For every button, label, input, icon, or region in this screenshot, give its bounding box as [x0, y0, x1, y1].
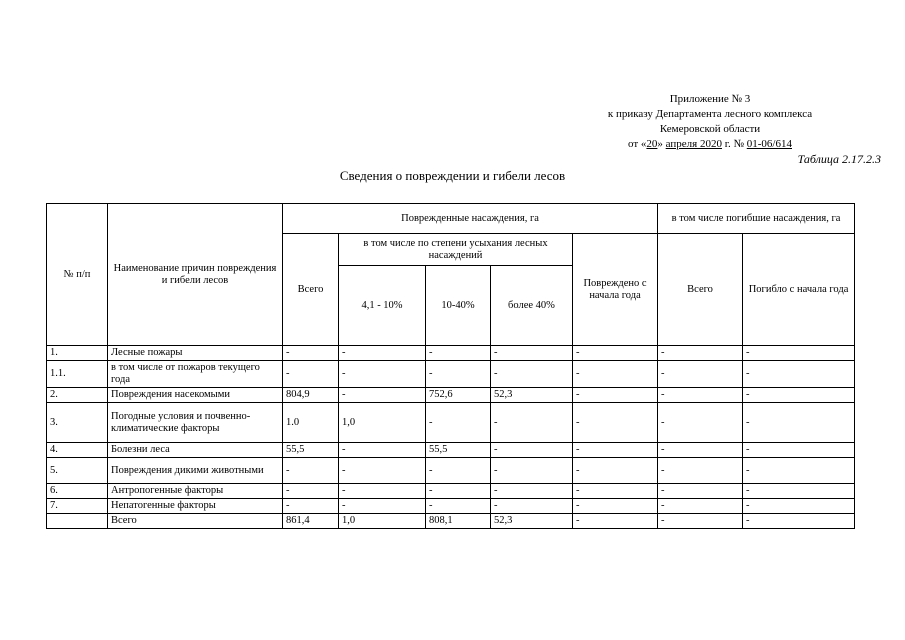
- cell-dead-since: -: [743, 388, 855, 403]
- appendix-month-year: апреля 2020: [665, 138, 722, 150]
- table-row: [47, 499, 855, 514]
- cell-d1: -: [339, 458, 426, 484]
- cell-name: Повреждения насекомыми: [108, 388, 283, 403]
- appendix-date-prefix: от «: [628, 138, 647, 150]
- cell-dead-since: -: [743, 499, 855, 514]
- cell-since: -: [573, 346, 658, 361]
- cell-d1: 1,0: [339, 403, 426, 443]
- cell-d3: -: [491, 361, 573, 388]
- cell-d1: -: [339, 361, 426, 388]
- header-since-start: Повреждено с начала года: [573, 234, 658, 346]
- header-total: Всего: [283, 234, 339, 346]
- cell-d3: 52,3: [491, 514, 573, 529]
- cell-since: -: [573, 443, 658, 458]
- table-row: [47, 514, 855, 529]
- cell-total: -: [283, 484, 339, 499]
- damage-table: [46, 203, 855, 529]
- document-title: Сведения о повреждении и гибели лесов: [339, 168, 566, 183]
- cell-total: 1.0: [283, 403, 339, 443]
- header-damaged: Поврежденные насаждения, га: [283, 204, 658, 234]
- cell-dead-since: -: [743, 443, 855, 458]
- cell-d3: -: [491, 403, 573, 443]
- cell-since: -: [573, 499, 658, 514]
- cell-dead-total: -: [658, 443, 743, 458]
- cell-total: -: [283, 458, 339, 484]
- cell-total: -: [283, 346, 339, 361]
- cell-num: [47, 514, 108, 529]
- cell-num: 5.: [47, 458, 108, 484]
- cell-total: 861,4: [283, 514, 339, 529]
- cell-name: Лесные пожары: [108, 346, 283, 361]
- cell-num: 1.1.: [47, 361, 108, 388]
- appendix-year-suffix: г. №: [721, 138, 747, 150]
- cell-dead-total: -: [658, 388, 743, 403]
- cell-d2: 808,1: [426, 514, 491, 529]
- cell-d3: -: [491, 458, 573, 484]
- cell-since: -: [573, 388, 658, 403]
- cell-since: -: [573, 514, 658, 529]
- cell-num: 7.: [47, 499, 108, 514]
- cell-d3: 52,3: [491, 388, 573, 403]
- cell-d2: 55,5: [426, 443, 491, 458]
- cell-since: -: [573, 403, 658, 443]
- cell-since: -: [573, 458, 658, 484]
- cell-d1: -: [339, 484, 426, 499]
- cell-dead-total: -: [658, 403, 743, 443]
- cell-d1: -: [339, 443, 426, 458]
- cell-d1: -: [339, 388, 426, 403]
- cell-total: -: [283, 361, 339, 388]
- cell-d3: -: [491, 443, 573, 458]
- table-row: [47, 484, 855, 499]
- cell-num: 1.: [47, 346, 108, 361]
- cell-d2: -: [426, 484, 491, 499]
- appendix-line-1: Приложение № 3: [669, 93, 751, 105]
- cell-d2: -: [426, 403, 491, 443]
- cell-dead-total: -: [658, 484, 743, 499]
- cell-dead-total: -: [658, 499, 743, 514]
- cell-num: 2.: [47, 388, 108, 403]
- table-row: [47, 346, 855, 361]
- header-dead-since: Погибло с начала года: [743, 234, 855, 346]
- cell-d2: -: [426, 499, 491, 514]
- cell-dead-since: -: [743, 403, 855, 443]
- cell-name: Всего: [108, 514, 283, 529]
- table-row: [47, 388, 855, 403]
- cell-dead-since: -: [743, 361, 855, 388]
- cell-d1: 1,0: [339, 514, 426, 529]
- cell-dead-total: -: [658, 346, 743, 361]
- cell-total: -: [283, 499, 339, 514]
- header-degree-2: 10-40%: [426, 266, 491, 346]
- header-dead: в том числе погибшие насаждения, га: [658, 204, 855, 234]
- table-row: [47, 361, 855, 388]
- table-body: [47, 346, 855, 529]
- cell-total: 804,9: [283, 388, 339, 403]
- cell-dead-total: -: [658, 514, 743, 529]
- cell-d3: -: [491, 499, 573, 514]
- cell-dead-since: -: [743, 458, 855, 484]
- cell-d2: -: [426, 458, 491, 484]
- appendix-line-3: Кемеровской области: [659, 123, 761, 135]
- cell-dead-since: -: [743, 346, 855, 361]
- cell-name: Антропогенные факторы: [108, 484, 283, 499]
- cell-since: -: [573, 484, 658, 499]
- cell-since: -: [573, 361, 658, 388]
- header-num: № п/п: [47, 204, 108, 346]
- cell-dead-total: -: [658, 361, 743, 388]
- table-row: [47, 403, 855, 443]
- cell-name: в том числе от пожаров текущего года: [108, 361, 283, 388]
- header-by-degree: в том числе по степени усыхания лесных насаждений: [339, 234, 573, 266]
- appendix-line-4: [560, 137, 860, 152]
- header-degree-3: более 40%: [491, 266, 573, 346]
- cell-dead-total: -: [658, 458, 743, 484]
- cell-d2: -: [426, 346, 491, 361]
- cell-name: Непатогенные факторы: [108, 499, 283, 514]
- appendix-block: [560, 92, 860, 152]
- cell-dead-since: -: [743, 484, 855, 499]
- header-reason: Наименование причин повреждения и гибели лесов: [108, 204, 283, 346]
- cell-name: Погодные условия и почвенно-климатические факторы: [108, 403, 283, 443]
- cell-d2: 752,6: [426, 388, 491, 403]
- table-row: [47, 458, 855, 484]
- cell-num: 4.: [47, 443, 108, 458]
- cell-d1: -: [339, 499, 426, 514]
- cell-name: Болезни леса: [108, 443, 283, 458]
- table-number: Таблица 2.17.2.3: [797, 152, 881, 166]
- cell-num: 6.: [47, 484, 108, 499]
- appendix-date-mid: »: [657, 138, 666, 150]
- header-degree-1: 4,1 - 10%: [339, 266, 426, 346]
- cell-d3: -: [491, 346, 573, 361]
- cell-dead-since: -: [743, 514, 855, 529]
- table-row: [47, 443, 855, 458]
- appendix-line-2: к приказу Департамента лесного комплекса: [607, 108, 813, 120]
- cell-num: 3.: [47, 403, 108, 443]
- appendix-order-number: 01-06/614: [746, 138, 792, 150]
- cell-name: Повреждения дикими животными: [108, 458, 283, 484]
- cell-d1: -: [339, 346, 426, 361]
- header-dead-total: Всего: [658, 234, 743, 346]
- cell-total: 55,5: [283, 443, 339, 458]
- appendix-day: 20: [646, 138, 658, 150]
- cell-d3: -: [491, 484, 573, 499]
- cell-d2: -: [426, 361, 491, 388]
